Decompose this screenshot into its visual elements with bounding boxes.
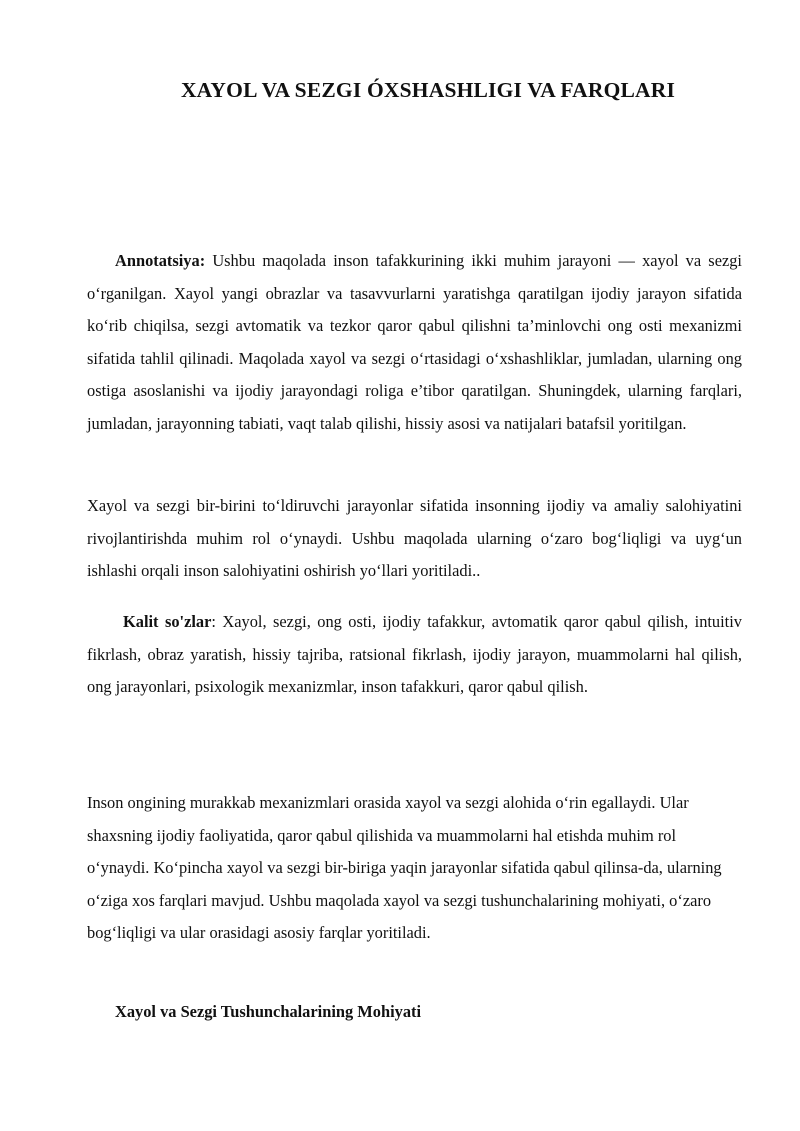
keywords-label: Kalit so'zlar xyxy=(123,612,212,631)
section-heading: Xayol va Sezgi Tushunchalarining Mohiyati xyxy=(115,1002,422,1021)
keywords-text: : Xayol, sezgi, ong osti, ijodiy tafakkur, avtomatik qaror qabul qilish, intuitiv fikrlash, obraz yaratish, hissiy tajriba, ratsional fikrlash, ijodiy jarayon, muammolarni hal qilish, ong jarayonlari, psixologik mexanizmlar, inson tafakkuri, qaror qabul qilish. xyxy=(87,612,742,697)
keywords-paragraph xyxy=(87,606,742,704)
annotation-text: Ushbu maqolada inson tafakkurining ikki muhim jarayoni — xayol va sezgi o‘rganilgan. Xayol yangi obrazlar va tasavvurlarni yaratishga qaratilgan ijodiy jarayon sifatida ko‘rib chiqilsa, sezgi avtomatik va tezkor qaror qabul qilishni ta’minlovchi ong osti mexanizmi sifatida tahlil qilinadi. Maqolada xayol va sezgi o‘rtasidagi o‘xshashliklar, jumladan, ularning ong ostiga asoslanishi va ijodiy jarayondagi roliga e’tibor qaratilgan. Shuningdek, ularning farqlari, jumladan, jarayonning tabiati, vaqt talab qilishi, hissiy asosi va natijalari batafsil yoritilgan. xyxy=(87,251,742,433)
document-title: XAYOL VA SEZGI ÓXSHASHLIGI VA FARQLARI xyxy=(180,78,676,102)
annotation-paragraph xyxy=(87,245,742,441)
annotation-label: Annotatsiya: xyxy=(115,251,206,270)
introduction-paragraph: Inson ongining murakkab mexanizmlari orasida xayol va sezgi alohida o‘rin egallaydi. Ular shaxsning ijodiy faoliyatida, qaror qabul qilishida va muammolarni hal etishda muhim rol o‘ynaydi. Ko‘pincha xayol va sezgi bir-biriga yaqin jarayonlar sifatida qabul qilinsa-da, ularning o‘ziga xos farqlari mavjud. Ushbu maqolada xayol va sezgi tushunchalarining mohiyati, o‘zaro bog‘liqligi va ular orasidagi asosiy farqlar yoritiladi. xyxy=(87,793,722,943)
summary-paragraph: Xayol va sezgi bir-birini to‘ldiruvchi jarayonlar sifatida insonning ijodiy va amaliy salohiyatini rivojlantirishda muhim rol o‘ynaydi. Ushbu maqolada ularning o‘zaro bog‘liqligi va uyg‘un ishlashi orqali inson salohiyatini oshirish yo‘llari yoritiladi.. xyxy=(87,496,742,581)
